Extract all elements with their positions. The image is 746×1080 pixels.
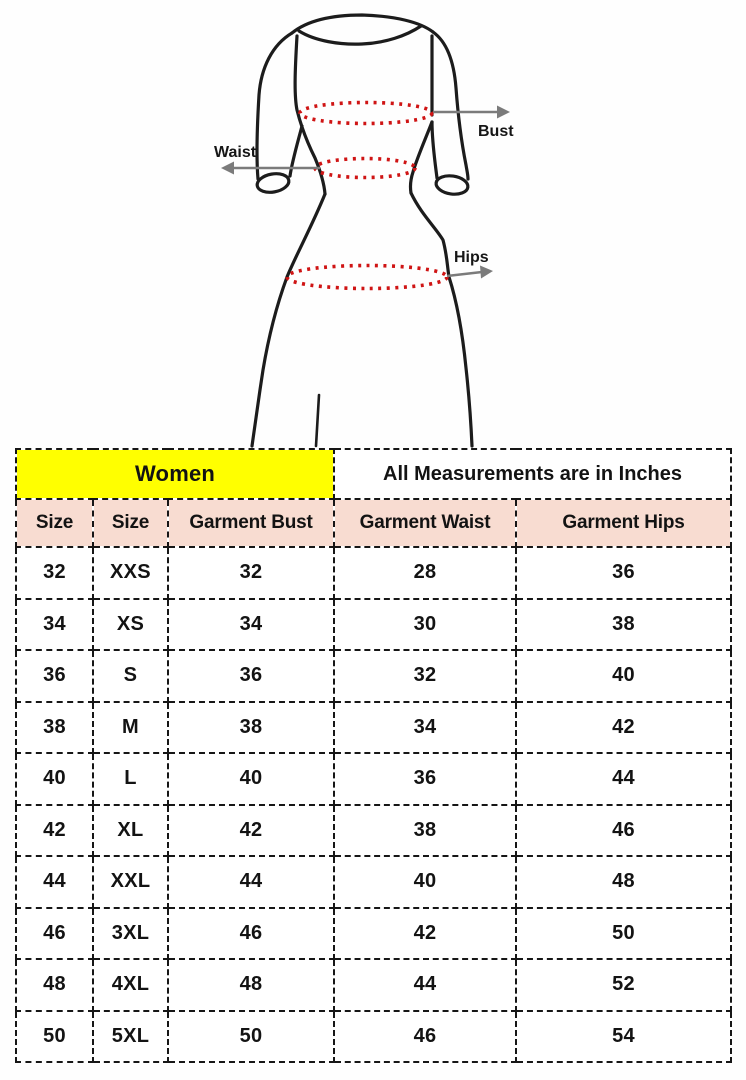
hips-label: Hips: [454, 249, 489, 266]
waist-label: Waist: [214, 144, 257, 161]
table-row: [16, 702, 731, 754]
cell-size-number: 36: [16, 650, 93, 702]
column-header-size-letter: Size: [93, 499, 168, 547]
cell-garment-waist: 34: [334, 702, 516, 754]
dress-measurement-diagram: [0, 0, 746, 448]
cell-garment-waist: 32: [334, 650, 516, 702]
cell-size-number: 42: [16, 805, 93, 857]
table-row: [16, 805, 731, 857]
cell-garment-bust: 38: [168, 702, 334, 754]
bust-measure-ellipse: [300, 103, 432, 124]
table-title-row: [16, 449, 731, 499]
waist-arrow-head: [221, 162, 234, 175]
bust-label: Bust: [478, 123, 514, 140]
cell-size-number: 50: [16, 1011, 93, 1063]
women-title-cell: Women: [16, 449, 334, 499]
size-table: [15, 448, 732, 1063]
cell-garment-hips: 50: [516, 908, 731, 960]
cell-size-letter: S: [93, 650, 168, 702]
skirt-right-edge: [411, 193, 472, 446]
right-sleeve-outer: [433, 32, 468, 179]
table-row: [16, 908, 731, 960]
cell-garment-hips: 38: [516, 599, 731, 651]
cell-size-letter: XXS: [93, 547, 168, 599]
right-cuff: [435, 174, 469, 196]
right-sleeve-inner: [432, 122, 437, 178]
waist-measure-ellipse: [315, 159, 415, 178]
skirt-slit-line: [316, 395, 319, 446]
hips-arrow-head: [480, 266, 493, 279]
cell-garment-hips: 46: [516, 805, 731, 857]
cell-garment-hips: 52: [516, 959, 731, 1011]
size-table-head: [16, 449, 731, 547]
cell-size-number: 40: [16, 753, 93, 805]
cell-garment-hips: 44: [516, 753, 731, 805]
cell-garment-waist: 44: [334, 959, 516, 1011]
cell-size-letter: M: [93, 702, 168, 754]
cell-garment-waist: 30: [334, 599, 516, 651]
cell-garment-bust: 46: [168, 908, 334, 960]
cell-size-number: 38: [16, 702, 93, 754]
column-header-garment-bust: Garment Bust: [168, 499, 334, 547]
cell-size-letter: XL: [93, 805, 168, 857]
cell-garment-hips: 54: [516, 1011, 731, 1063]
cell-garment-bust: 50: [168, 1011, 334, 1063]
cell-garment-waist: 28: [334, 547, 516, 599]
table-row: [16, 1011, 731, 1063]
cell-garment-bust: 48: [168, 959, 334, 1011]
neckline-inner-line: [299, 26, 421, 44]
cell-size-number: 44: [16, 856, 93, 908]
cell-size-letter: XXL: [93, 856, 168, 908]
size-table-body: [16, 547, 731, 1062]
cell-garment-hips: 48: [516, 856, 731, 908]
cell-size-letter: 4XL: [93, 959, 168, 1011]
table-row: [16, 650, 731, 702]
cell-garment-hips: 36: [516, 547, 731, 599]
cell-garment-bust: 44: [168, 856, 334, 908]
table-row: [16, 599, 731, 651]
left-cuff: [256, 171, 291, 194]
bodice-right-edge: [410, 122, 432, 193]
column-header-garment-waist: Garment Waist: [334, 499, 516, 547]
cell-size-number: 34: [16, 599, 93, 651]
cell-garment-waist: 46: [334, 1011, 516, 1063]
left-sleeve-outer: [257, 33, 292, 179]
cell-size-number: 46: [16, 908, 93, 960]
cell-size-letter: 5XL: [93, 1011, 168, 1063]
cell-garment-hips: 40: [516, 650, 731, 702]
cell-garment-bust: 34: [168, 599, 334, 651]
column-header-size-number: Size: [16, 499, 93, 547]
column-header-garment-hips: Garment Hips: [516, 499, 731, 547]
measurement-ellipses: [287, 103, 447, 289]
cell-garment-bust: 36: [168, 650, 334, 702]
bodice-left-edge: [295, 36, 325, 194]
cell-size-number: 48: [16, 959, 93, 1011]
table-row: [16, 753, 731, 805]
hips-arrow-line: [447, 272, 482, 276]
cell-garment-waist: 42: [334, 908, 516, 960]
cell-garment-hips: 42: [516, 702, 731, 754]
hips-measure-ellipse: [287, 266, 447, 289]
cell-size-letter: 3XL: [93, 908, 168, 960]
table-row: [16, 959, 731, 1011]
cell-garment-waist: 40: [334, 856, 516, 908]
bust-arrow-head: [497, 106, 510, 119]
units-note-cell: All Measurements are in Inches: [334, 449, 731, 499]
cell-garment-bust: 40: [168, 753, 334, 805]
cell-garment-waist: 38: [334, 805, 516, 857]
skirt-left-edge: [252, 194, 325, 446]
cell-garment-bust: 42: [168, 805, 334, 857]
table-row: [16, 856, 731, 908]
cell-size-letter: L: [93, 753, 168, 805]
cell-garment-waist: 36: [334, 753, 516, 805]
table-row: [16, 547, 731, 599]
cell-garment-bust: 32: [168, 547, 334, 599]
table-header-row: [16, 499, 731, 547]
cell-size-number: 32: [16, 547, 93, 599]
dress-outline: [252, 15, 472, 446]
cell-size-letter: XS: [93, 599, 168, 651]
